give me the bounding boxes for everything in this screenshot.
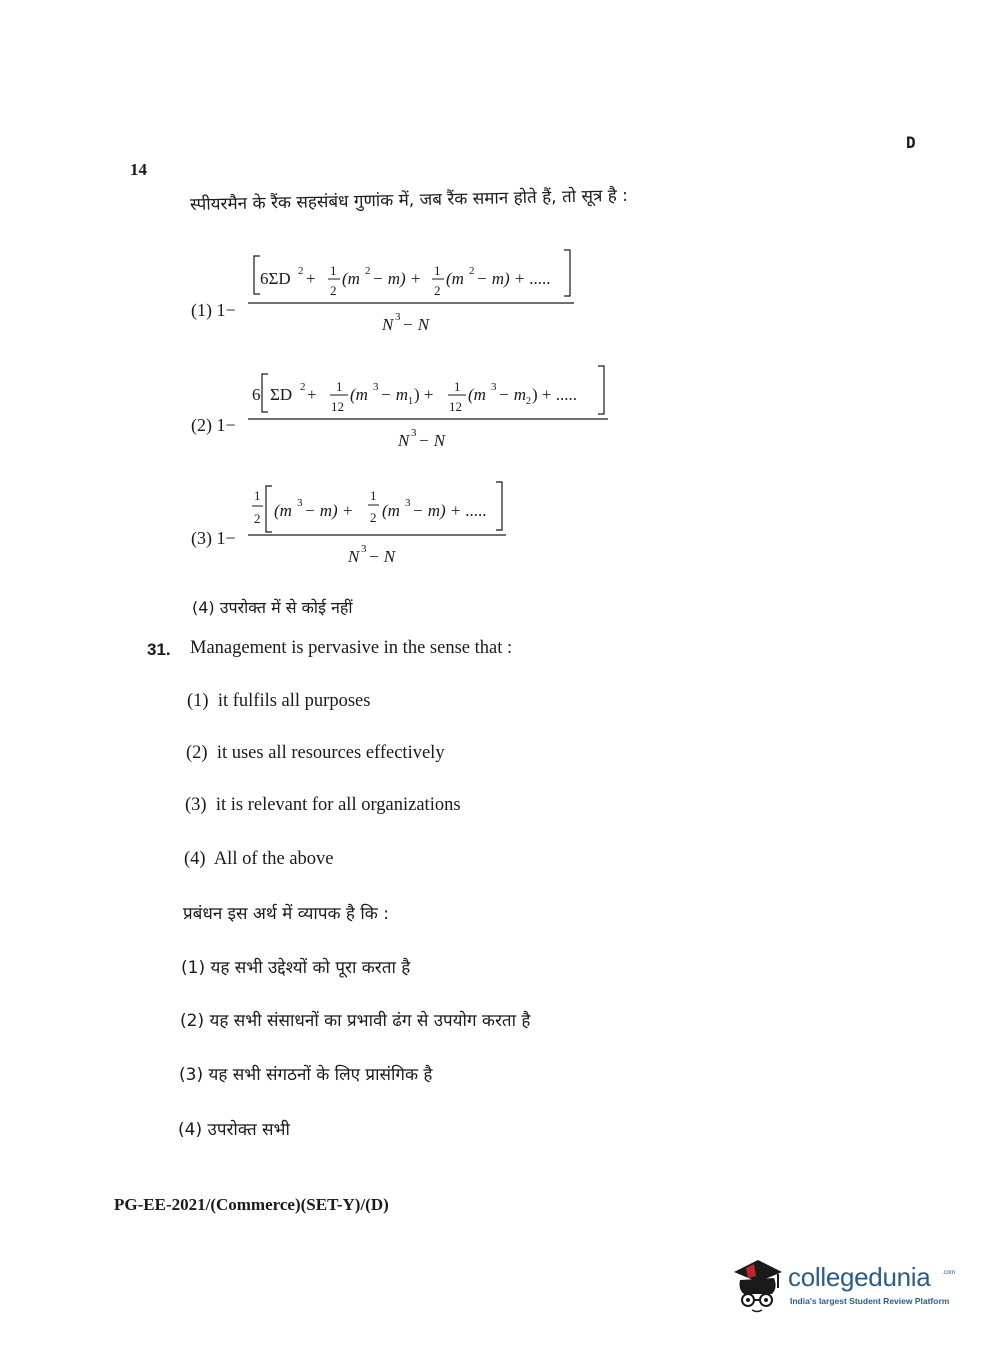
collegedunia-suffix: .com [942,1270,956,1276]
q30-opt2-sup-b: 3 [373,381,379,393]
q30-opt1-frac-num-a: 1 [330,263,337,278]
q30-option-1-formula [248,248,588,343]
q31-option-1-en: (1) it fulfils all purposes [187,691,371,711]
q30-opt1-sup-b: 2 [365,265,371,277]
q30-opt1-frac-den-a: 2 [330,283,337,298]
q30-opt3-den-sup: 3 [361,543,367,555]
q30-opt2-den-tail: − N [418,431,446,450]
q30-opt3-tail-b: − m) + ..... [412,501,487,520]
q30-opt2-close-a: ) + [414,385,434,404]
q30-opt1-paren-b: (m [446,269,464,288]
collegedunia-brand-name: collegedunia [788,1262,931,1292]
q30-opt2-sub-b: 2 [526,396,531,407]
q31-option-3-hi: (3) यह सभी संगठनों के लिए प्रासंगिक है [179,1065,433,1085]
q30-opt2-frac-num-a: 1 [336,379,343,394]
q30-opt2-paren-b: (m [468,385,486,404]
q31-option-2-hi: (2) यह सभी संसाधनों का प्रभावी ढंग से उपयोग करता है [180,1011,531,1031]
collegedunia-watermark [728,1254,958,1314]
q30-opt3-den: N [348,547,360,566]
question-31-stem-en: Management is pervasive in the sense that : [190,638,513,658]
q30-opt2-minus-a: − m [380,385,408,404]
paper-code: PG-EE-2021/(Commerce)(SET-Y)/(D) [114,1195,389,1214]
q30-opt2-close-b: ) + ..... [532,385,577,404]
q30-opt1-paren-a: (m [342,269,360,288]
q30-opt3-paren-b: (m [382,501,400,520]
q30-opt2-term-a: ΣD [270,385,293,404]
q30-option-2-label: (2) 1− [191,415,236,435]
q30-opt1-frac-den-b: 2 [434,283,441,298]
question-30-stem-hindi: स्पीयरमैन के रैंक सहसंबंध गुणांक में, जब रैंक समान होते हैं, तो सूत्र है : [189,185,629,215]
q30-opt3-paren-a: (m [274,501,292,520]
q30-opt2-den-sup: 3 [411,427,417,439]
q30-opt1-tail-b: − m) + ..... [476,269,551,288]
q30-opt3-tail-a: − m) + [304,501,354,520]
q30-opt2-frac-den-b: 12 [449,399,462,414]
q30-opt2-den: N [398,431,410,450]
q30-opt1-term-a: 6ΣD [260,269,291,288]
question-31-number: 31. [147,640,171,659]
q30-opt2-sub-a: 1 [408,396,413,407]
set-letter: D [906,133,916,152]
question-31-stem-hi: प्रबंधन इस अर्थ में व्यापक है कि : [183,904,389,924]
q30-opt2-frac-num-b: 1 [454,379,461,394]
q30-opt2-paren-a: (m [350,385,368,404]
q30-opt1-plus-a: + [306,269,316,288]
q30-opt2-minus-b: − m [498,385,526,404]
q30-opt3-sup-b: 3 [405,497,411,509]
q30-opt1-frac-num-b: 1 [434,263,441,278]
q30-opt1-tail-a: − m) + [372,269,422,288]
q30-opt3-frac-den: 2 [370,510,377,525]
q30-opt2-coef: 6 [252,385,261,404]
q30-option-4: (4) उपरोक्त में से कोई नहीं [192,598,353,617]
q30-option-3-label: (3) 1− [191,528,236,548]
collegedunia-tagline: India's largest Student Review Platform [790,1296,950,1306]
q30-opt3-frac-num: 1 [370,488,377,503]
q31-option-4-hi: (4) उपरोक्त सभी [178,1120,290,1140]
q30-opt2-plus: + [307,385,317,404]
q30-opt1-den-tail: − N [402,315,430,334]
q30-opt1-sup-c: 2 [469,265,475,277]
graduation-cap-mascot-icon [728,1254,786,1314]
q31-option-2-en: (2) it uses all resources effectively [186,743,445,763]
q30-opt2-frac-den-a: 12 [331,399,344,414]
q31-option-3-en: (3) it is relevant for all organizations [185,795,461,815]
q31-option-1-hi: (1) यह सभी उद्देश्यों को पूरा करता है [181,958,411,978]
q30-opt3-coef-den: 2 [254,511,261,526]
q30-opt2-sup-a: 2 [300,381,306,393]
q30-opt1-sup-a: 2 [298,265,304,277]
q30-option-1-label: (1) 1− [191,300,236,320]
page-number: 14 [130,160,147,179]
q30-opt3-den-tail: − N [368,547,396,566]
q30-opt1-den: N [382,315,394,334]
q30-option-3-formula [248,478,518,573]
q30-option-2-formula [248,364,618,459]
q31-option-4-en: (4) All of the above [184,849,334,869]
q30-opt3-coef-num: 1 [254,488,261,503]
q30-opt3-sup-a: 3 [297,497,303,509]
q30-opt1-den-sup: 3 [395,311,401,323]
q30-opt2-sup-c: 3 [491,381,497,393]
